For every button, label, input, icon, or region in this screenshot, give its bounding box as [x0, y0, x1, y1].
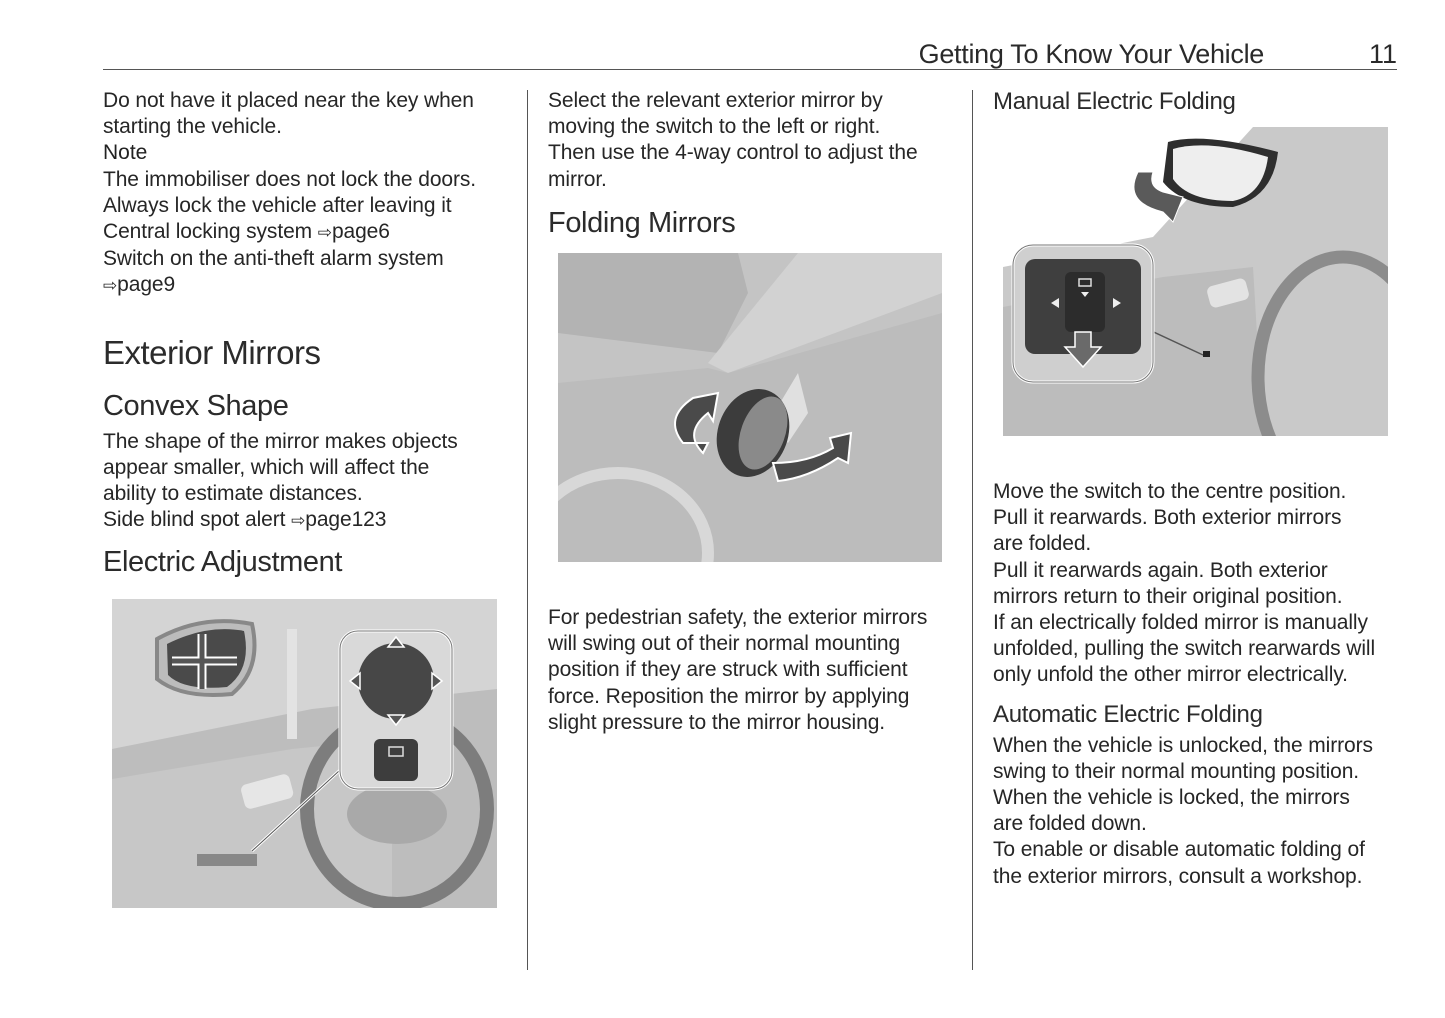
manual-folding-illustration — [1003, 127, 1388, 436]
body-line: ability to estimate distances. — [103, 482, 363, 506]
page-header — [103, 36, 1397, 70]
column-2 — [548, 88, 958, 240]
body-line: only unfold the other mirror electrically. — [993, 663, 1348, 687]
page-link[interactable]: page9 — [117, 273, 176, 297]
page-ref-arrow-icon: ⇨ — [103, 276, 118, 296]
body-line: Pull it rearwards. Both exterior mirrors — [993, 506, 1342, 530]
body-line: the exterior mirrors, consult a workshop. — [993, 864, 1363, 888]
subsection-title: Folding Mirrors — [548, 206, 736, 239]
page-number: 11 — [1368, 39, 1397, 69]
folding-text — [548, 605, 958, 736]
subsection-title: Automatic Electric Folding — [993, 700, 1263, 728]
body-line: When the vehicle is locked, the mirrors — [993, 786, 1350, 810]
body-line: mirror. — [548, 167, 607, 191]
subsection-title: Convex Shape — [103, 389, 289, 422]
intro-line: Do not have it placed near the key when — [103, 89, 474, 112]
body-line: will swing out of their normal mounting — [548, 632, 901, 656]
body-line: Pull it rearwards again. Both exterior — [993, 558, 1328, 582]
body-line: swing to their normal mounting position. — [993, 759, 1360, 783]
note-line: The immobiliser does not lock the doors. — [103, 167, 477, 191]
column-divider — [972, 90, 973, 970]
cross-reference[interactable]: Central locking system ⇨page6 — [103, 220, 390, 244]
body-line: Move the switch to the centre position. — [993, 480, 1347, 503]
section-title: Exterior Mirrors — [103, 333, 321, 371]
folding-mirror-illustration — [558, 253, 942, 562]
body-line: moving the switch to the left or right. — [548, 115, 881, 139]
note-line: Always lock the vehicle after leaving it — [103, 193, 452, 217]
page-link[interactable]: page123 — [305, 508, 387, 532]
column-1 — [103, 88, 513, 579]
intro-line: starting the vehicle. — [103, 115, 282, 139]
body-line: force. Reposition the mirror by applying — [548, 684, 910, 708]
manual-folding-text — [993, 479, 1403, 890]
cross-reference[interactable]: Side blind spot alert ⇨page123 — [103, 508, 387, 532]
subsection-title: Manual Electric Folding — [993, 88, 1236, 115]
body-line: When the vehicle is unlocked, the mirrors — [993, 733, 1373, 757]
body-line: are folded down. — [993, 812, 1147, 836]
body-line: If an electrically folded mirror is manually — [993, 611, 1368, 635]
body-line: appear smaller, which will affect the — [103, 455, 430, 479]
body-line: Select the relevant exterior mirror by — [548, 89, 883, 112]
body-line: slight pressure to the mirror housing. — [548, 710, 886, 734]
note-label: Note — [103, 141, 148, 165]
body-line: unfolded, pulling the switch rearwards will — [993, 637, 1376, 661]
cross-reference-text: Switch on the anti-theft alarm system — [103, 247, 444, 271]
column-3 — [993, 88, 1403, 116]
page-ref-arrow-icon: ⇨ — [317, 223, 332, 243]
body-line: position if they are struck with sufficient — [548, 658, 908, 682]
page-ref-arrow-icon: ⇨ — [291, 511, 306, 531]
body-line: To enable or disable automatic folding of — [993, 838, 1365, 862]
cross-reference[interactable] — [103, 272, 513, 299]
body-line: The shape of the mirror makes objects — [103, 429, 458, 453]
body-line: Then use the 4-way control to adjust the — [548, 141, 918, 165]
chapter-title: Getting To Know Your Vehicle — [918, 39, 1264, 69]
electric-adjustment-illustration — [112, 599, 497, 908]
page-link[interactable]: page6 — [331, 220, 390, 244]
body-line: mirrors return to their original position. — [993, 584, 1343, 608]
subsection-title: Electric Adjustment — [103, 546, 342, 579]
column-divider — [527, 90, 528, 970]
body-line: For pedestrian safety, the exterior mirrors — [548, 606, 928, 629]
body-line: are folded. — [993, 532, 1092, 556]
